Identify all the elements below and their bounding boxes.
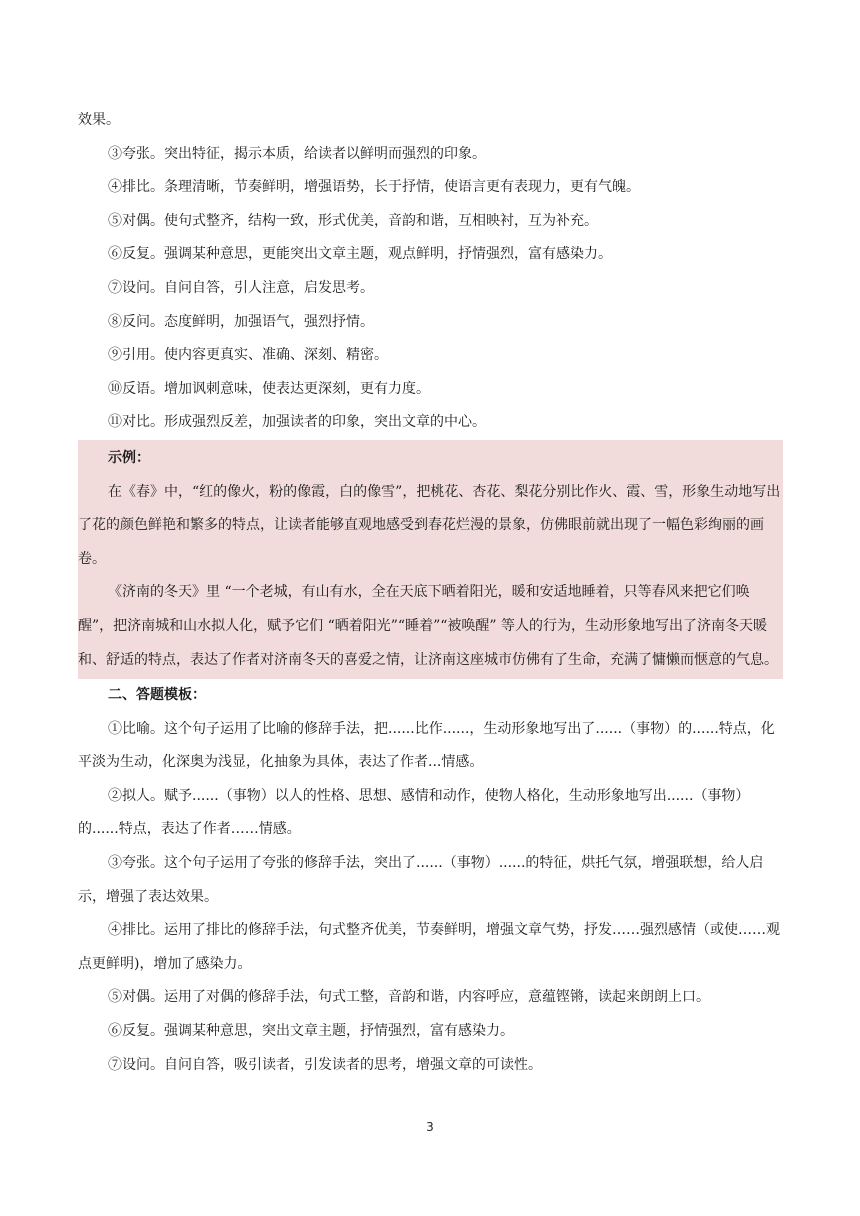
example-paragraph: 在《春》中，“红的像火，粉的像霞，白的像雪”，把桃花、杏花、梨花分别比作火、霞、雪，形象生动地写出了花的颜色鲜艳和繁多的特点，让读者能够直观地感受到春花烂漫的景象，仿佛眼前就出现了一幅色彩绚丽的画卷。 xyxy=(78,483,781,567)
example-box xyxy=(78,440,783,679)
template-item: ⑦设问。自问自答，吸引读者，引发读者的思考，增强文章的可读性。 xyxy=(108,1056,542,1073)
text-line: ⑥反复。强调某种意思，更能突出文章主题，观点鲜明，抒情强烈，富有感染力。 xyxy=(108,246,612,263)
text-line: 效果。 xyxy=(78,112,120,128)
example-heading: 示例： xyxy=(108,449,150,466)
text-line: ④排比。条理清晰，节奏鲜明，增强语势，长于抒情，使语言更有表现力，更有气魄。 xyxy=(108,179,640,196)
template-item: ③夸张。这个句子运用了夸张的修辞手法，突出了......（事物）......的特征，烘托气氛，增强联想，给人启示，增强了表达效果。 xyxy=(78,855,764,905)
template-item: ⑥反复。强调某种意思，突出文章主题，抒情强烈，富有感染力。 xyxy=(108,1023,514,1040)
example-paragraph: 《济南的冬天》里 “一个老城，有山有水，全在天底下晒着阳光，暖和安适地睡着，只等春风来把它们唤醒”，把济南城和山水拟人化，赋予它们 “晒着阳光”“睡着”“被唤醒” 等人的行为，生动形象地写出了济南冬天暖和、舒适的特点，表达了作者对济南冬天的喜爱之情，让济南这座城市仿佛有了生命，充满了慵懒而惬意的气息。 xyxy=(78,584,778,668)
text-line: ⑨引用。使内容更真实、准确、深刻、精密。 xyxy=(108,347,388,364)
text-line: ⑧反问。态度鲜明，加强语气，强烈抒情。 xyxy=(108,313,374,330)
section-heading: 二、答题模板： xyxy=(108,687,206,704)
template-item: ⑤对偶。运用了对偶的修辞手法，句式工整，音韵和谐，内容呼应，意蕴铿锵，读起来朗朗上口。 xyxy=(108,989,710,1006)
text-line: ③夸张。突出特征，揭示本质，给读者以鲜明而强烈的印象。 xyxy=(108,145,486,162)
template-item: ②拟人。赋予......（事物）以人的性格、思想、感情和动作，使物人格化，生动形象地写出......（事物）的......特点，表达了作者……情感。 xyxy=(78,787,750,838)
text-line: ⑦设问。自问自答，引人注意，启发思考。 xyxy=(108,279,374,296)
text-line: ⑤对偶。使句式整齐，结构一致，形式优美，音韵和谐，互相映衬，互为补充。 xyxy=(108,212,598,229)
text-line: ⑪对比。形成强烈反差，加强读者的印象，突出文章的中心。 xyxy=(108,414,486,431)
text-line: ⑩反语。增加讽刺意味，使表达更深刻，更有力度。 xyxy=(108,380,430,397)
template-item: ④排比。运用了排比的修辞手法，句式整齐优美，节奏鲜明，增强文章气势，抒发……强烈感情（或使……观点更鲜明)，增加了感染力。 xyxy=(78,922,780,972)
page-content xyxy=(78,104,783,1082)
page-number: 3 xyxy=(426,1120,434,1134)
template-item: ①比喻。这个句子运用了比喻的修辞手法，把......比作......，生动形象地写出了......（事物）的......特点，化平淡为生动，化深奥为浅显，化抽象为具体，表达了作者...情感。 xyxy=(78,720,775,771)
